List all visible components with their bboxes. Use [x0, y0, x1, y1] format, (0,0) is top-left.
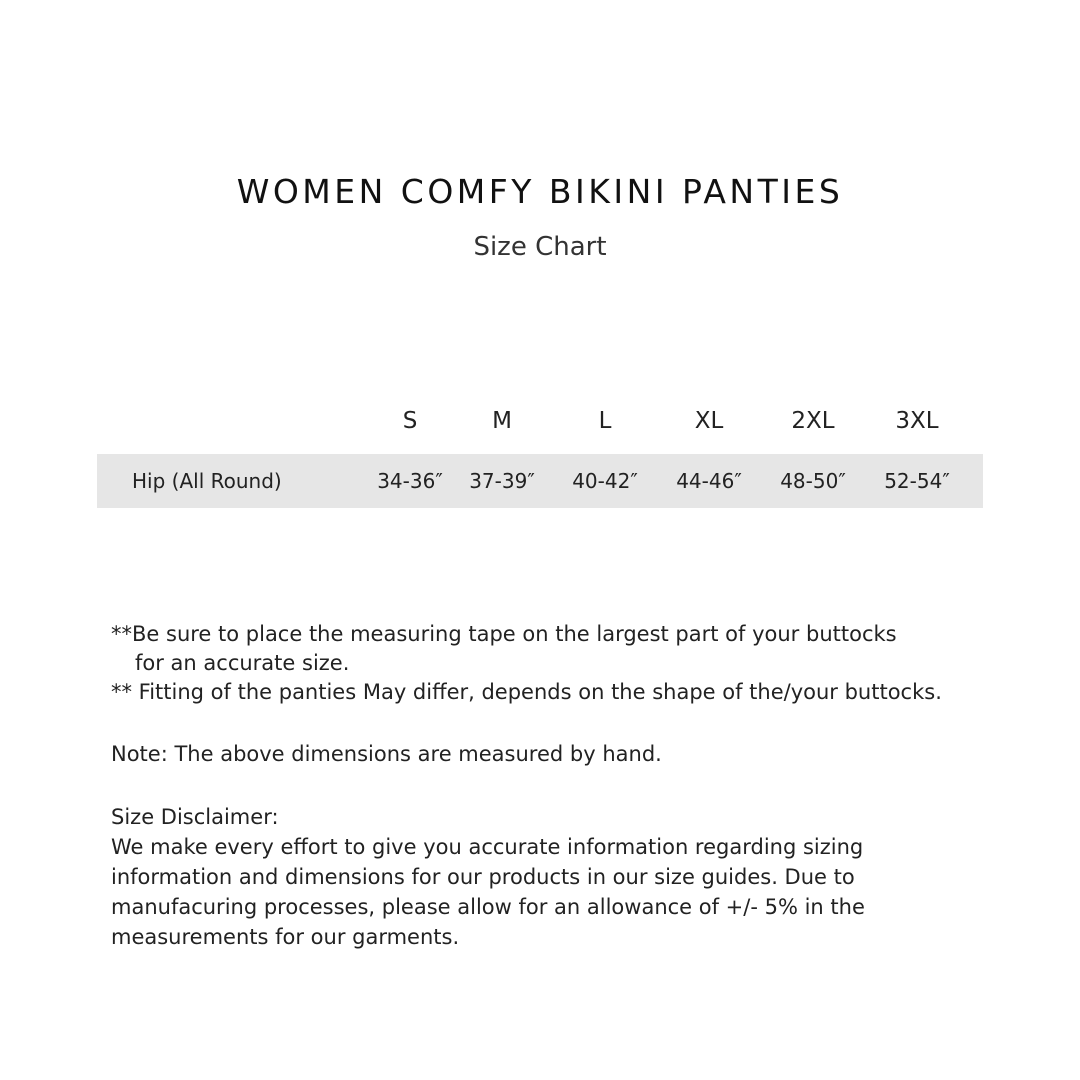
- size-2xl: 2XL: [791, 408, 835, 434]
- note-line-1: **Be sure to place the measuring tape on the largest part of your buttocks: [111, 622, 897, 646]
- size-l: L: [598, 408, 612, 434]
- disclaimer-line: manufacuring processes, please allow for an allowance of +/- 5% in the: [111, 895, 865, 919]
- hip-value-3xl: 52-54″: [884, 469, 950, 493]
- size-3xl: 3XL: [895, 408, 939, 434]
- measuring-notes: [111, 620, 1011, 707]
- note-line-2: ** Fitting of the panties May differ, depends on the shape of the/your buttocks.: [111, 680, 942, 704]
- disclaimer-heading: Size Disclaimer:: [111, 805, 279, 829]
- disclaimer-line: measurements for our garments.: [111, 925, 460, 949]
- table-row-hip: [97, 454, 983, 508]
- hip-value-2xl: 48-50″: [780, 469, 846, 493]
- row-label: Hip (All Round): [132, 469, 282, 493]
- measured-note: Note: The above dimensions are measured by hand.: [111, 742, 662, 766]
- size-disclaimer: [111, 802, 971, 952]
- hip-value-l: 40-42″: [572, 469, 638, 493]
- disclaimer-line: information and dimensions for our products in our size guides. Due to: [111, 865, 855, 889]
- disclaimer-line: We make every effort to give you accurate information regarding sizing: [111, 835, 864, 859]
- hip-value-xl: 44-46″: [676, 469, 742, 493]
- note-line-1-cont: for an accurate size.: [135, 651, 350, 675]
- size-xl: XL: [694, 408, 724, 434]
- size-m: M: [492, 408, 512, 434]
- size-header-row: [0, 408, 1080, 448]
- hip-value-m: 37-39″: [469, 469, 535, 493]
- page-subtitle: Size Chart: [473, 232, 607, 262]
- hip-value-s: 34-36″: [377, 469, 443, 493]
- page-title: WOMEN COMFY BIKINI PANTIES: [236, 172, 844, 211]
- size-s: S: [402, 408, 418, 434]
